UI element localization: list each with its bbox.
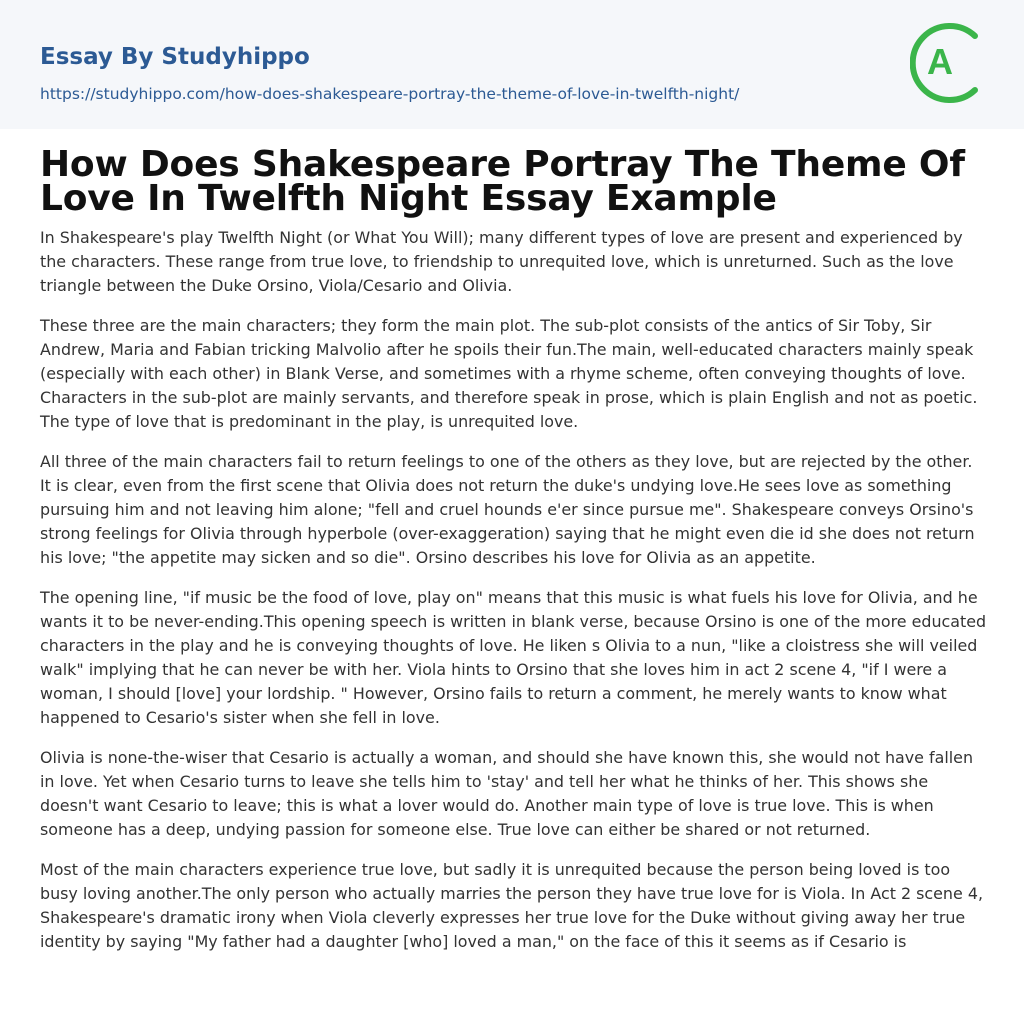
article-paragraph: Olivia is none-the-wiser that Cesario is actually a woman, and should she have known this, she would not have fallen in love. Yet when Cesario turns to leave she tells him to 'stay' and tell her what he thinks of her. This shows she doesn't want Cesario to leave; this is what a lover would do. Another main type of love is true love. This is when someone has a deep, undying passion for someone else. True love can either be shared or not returned. xyxy=(40,748,974,839)
article-title: How Does Shakespeare Portray The Theme Of Love In Twelfth Night Essay Example xyxy=(40,144,965,219)
site-title[interactable]: Essay By Studyhippo xyxy=(40,44,310,70)
article-paragraph: The opening line, "if music be the food of love, play on" means that this music is what fuels his love for Olivia, and he wants it to be never-ending.This opening speech is written in blank verse, because Orsino is one of the more educated characters in the play and he is conveying thoughts of love. He liken s Olivia to a nun, "like a cloistress she will veiled walk" implying that he can never be with her. Viola hints to Orsino that she loves him in act 2 scene 4, "if I were a woman, I should [love] your lordship. " However, Orsino fails to return a comment, he merely wants to know what happened to Cesario's sister when she fell in love. xyxy=(40,588,987,727)
page-header xyxy=(0,0,1024,129)
article-paragraph: Most of the main characters experience true love, but sadly it is unrequited because the person being loved is too busy loving another.The only person who actually marries the person they have true love for is Viola. In Act 2 scene 4, Shakespeare's dramatic irony when Viola cleverly expresses her true love for the Duke without giving away her true identity by saying "My father had a daughter [who] loved a man," on the face of this it seems as if Cesario is xyxy=(40,860,983,951)
article-paragraph: All three of the main characters fail to return feelings to one of the others as they love, but are rejected by the other. It is clear, even from the first scene that Olivia does not return the duke's undying love.He sees love as something pursuing him and not leaving him alone; "fell and cruel hounds e'er since pursue me". Shakespeare conveys Orsino's strong feelings for Olivia through hyperbole (over-exaggeration) saying that he might even die id she does not return his love; "the appetite may sicken and so die". Orsino describes his love for Olivia as an appetite. xyxy=(40,452,975,567)
logo-letter: A xyxy=(927,41,953,82)
studyhippo-logo-icon[interactable] xyxy=(910,18,990,108)
article xyxy=(40,144,988,970)
article-paragraph: In Shakespeare's play Twelfth Night (or What You Will); many different types of love are present and experienced by the characters. These range from true love, to friendship to unrequited love, which is unreturned. Such as the love triangle between the Duke Orsino, Viola/Cesario and Olivia. xyxy=(40,228,963,295)
article-paragraph: These three are the main characters; they form the main plot. The sub-plot consists of the antics of Sir Toby, Sir Andrew, Maria and Fabian tricking Malvolio after he spoils their fun.The main, well-educated characters mainly speak (especially with each other) in Blank Verse, and sometimes with a rhyme scheme, often conveying thoughts of love. Characters in the sub-plot are mainly servants, and therefore speak in prose, which is plain English and not as poetic. The type of love that is predominant in the play, is unrequited love. xyxy=(40,316,978,431)
article-url-link[interactable]: https://studyhippo.com/how-does-shakespeare-portray-the-theme-of-love-in-twelfth-night/ xyxy=(40,85,740,103)
